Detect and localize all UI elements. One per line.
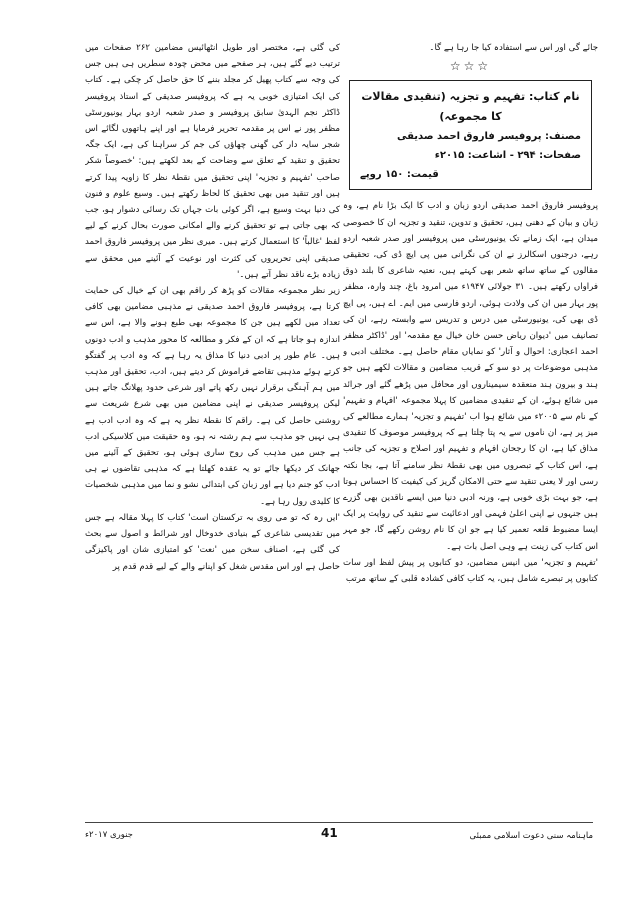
issue-date: جنوری ۲۰۱۷ء (85, 830, 133, 840)
book-info-box (349, 80, 592, 190)
book-price: قیمت: ۱۵۰ روپے (360, 169, 439, 181)
review-paragraph: پروفیسر فاروق احمد صدیقی اردو زبان و ادب کا ایک بڑا نام ہے، وہ زبان و بیان کے دھنی ہیں، تحقیق و تدوین، تنقید و تجزیہ ان کا خصوصی میدان ہے، ایک زمانے تک یونیورسٹی میں پروفیسر اور صدر شعبہ اردو رہے، درجنوں اسکالرز نے ان کی نگرانی میں پی ایچ ڈی کی، تحقیقی مقالوں کے ساتھ ساتھ شعر بھی کہتے ہیں، نعتیہ شاعری کا بلند ذوق فراواں رکھتے ہیں۔ ۳۱ جولائی ۱۹۴۷ء میں امرود باغ، چند وارہ، مظفر پور بہار میں ان کی ولادت ہوئی، اردو فارسی میں ایم۔ اے ہیں، پی ایچ ڈی بھی کی، یونیورسٹی میں درس و تدریس سے وابستہ رہے، ان کی تصانیف میں 'دیوان ریاض حسن خان خیال مع مقدمہ' اور 'ڈاکٹر مظفر احمد اعجازی: احوال و آثار' کو نمایاں مقام حاصل ہے۔ مختلف ادبی و مذہبی موضوعات پر دو سو کے قریب مضامین و مقالات لکھے ہیں جو ہند و بیرون ہند منعقدہ سیمیناروں اور محافل میں پڑھے گئے اور جرائد میں شائع ہوئے، ان کے تنقیدی مضامین کا پہلا مجموعہ 'افہام و تفہیم' کے نام سے ۲۰۰۵ء میں شائع ہوا اب 'تفہیم و تجزیہ' ہمارے مطالعے کی میز پر ہے، ان ناموں سے یہ پتا چلتا ہے کہ پروفیسر موصوف کا تنقیدی مذاق کیا ہے، ان کا رجحان افہام و تفہیم اور اصلاح و تجزیہ کی جانب ہے، اس کتاب کے تبصروں میں بھی نقطۂ نظر سامنے آتا ہے، بجا نکتہ رسی اور لا یعنی تنقید سے حتی الامکان گریز کی کیفیت کا احساس ہوتا ہے، جو بہت بڑی خوبی ہے، ورنہ ادبی دنیا میں ایسے ناقدین بھی گزرے ہیں جنہوں نے اپنی اعلیٰ فہمی اور ادعائیت سے تنقید کی روایت پر ایک ایسا مضبوط قلعہ تعمیر کیا ہے جو ان کا نام روشن رکھے گا، جو مہر اس کتاب کی زینت ہے وہی اصل بات ہے۔ (343, 201, 598, 552)
review-paragraph: 'ایں رہ کہ تو می روی بہ ترکستان است' کتاب کا پہلا مقالہ ہے جس میں تقدیسی شاعری کے بنیادی خدوخال اور شرائط و اصول سے بحث کی گئی ہے، اصناف سخن میں 'نعت' کو امتیازی شان اور پاکیزگی حاصل ہے اور اس مقدس شغل کو اپنانے والے کے لیے قدم قدم پر (85, 512, 340, 572)
book-pages-year: صفحات: ۲۹۴ - اشاعت: ۲۰۱۵ء (434, 150, 581, 162)
footer-divider (85, 822, 593, 823)
review-paragraph: 'تفہیم و تجزیہ' میں انیس مضامین، دو کتابوں پر پیش لفظ اور سات کتابوں پر تبصرے شامل ہیں، یہ کتاب کافی کشادہ قلبی کے ساتھ مرتب (343, 557, 598, 585)
page-footer (85, 826, 593, 850)
intro-line: جائے گی اور اس سے استفادہ کیا جا رہا ہے گا۔ (429, 43, 598, 53)
page-number: 41 (321, 826, 338, 840)
journal-name: ماہنامہ سنی دعوت اسلامی ممبئی (469, 831, 593, 841)
book-author: مصنف: پروفیسر فاروق احمد صدیقی (396, 131, 581, 143)
star-divider: ☆☆☆ (449, 59, 492, 74)
review-paragraph: زیر نظر مجموعہ مقالات کو پڑھ کر راقم بھی ان کے خیال کی حمایت کرتا ہے، پروفیسر فاروق احمد صدیقی نے مذہبی مضامین بھی کافی تعداد میں لکھے ہیں جن کا مجموعہ بھی طبع ہونے والا ہے، اس سے اندازہ ہو جاتا ہے کہ ان کے فکر و مطالعہ کا محور مذہب و ادب دونوں ہیں۔ عام طور پر ادبی دنیا کا مذاق یہ رہا ہے کہ وہ ادب پر گفتگو کرتے ہوئے مذہبی تقاضے فراموش کر دیتے ہیں، ادب، تحقیق اور مذہب میں ہم آہنگی برقرار نہیں رکھ پاتے اور شرعی حدود پھلانگ جاتے ہیں لیکن پروفیسر صدیقی نے اپنی مضامین میں بھی شرع شریعت سے روشنی حاصل کی ہے۔ راقم کا نقطۂ نظر یہ ہے کہ وہ ادب ادب ہے ہی نہیں جو مذہب سے ہم رشتہ نہ ہو، وہ حقیقت میں کلاسیکی ادب ہے جس میں مذہب کی روح ساری ہوئی ہو، تحقیق کے آئینے میں جھانک کر دیکھا جائے تو یہ عقدہ کھلتا ہے کہ مذہبی تقاضوں نے ہی ادب کو جنم دیا ہے اور زبان کی ابتدائی نشو و نما میں مذہبی شخصیات کا کلیدی رول رہا ہے۔ (85, 286, 340, 507)
right-column (343, 40, 598, 806)
left-column (85, 40, 340, 840)
book-title: نام کتاب: تفہیم و تجزیہ (تنقیدی مقالات کا مجموعہ) (361, 90, 580, 124)
review-paragraph: کی گئی ہے، مختصر اور طویل انٹھائیس مضامین ۲۶۲ صفحات میں ترتیب دیے گئے ہیں، ہر صفحے میں محض چودہ سطریں ہی ہیں جس کی وجہ سے کتاب پھیل کر مجلد بننے کا حق حاصل کر چکی ہے۔ کتاب کی ایک امتیازی خوبی یہ ہے کہ پروفیسر صدیقی کے استاذ پروفیسر ڈاکٹر نجم الہدیٰ سابق پروفیسر و صدر شعبہ اردو بہار یونیورسٹی مظفر پور نے اس پر مقدمہ تحریر فرمایا ہے اور اپنے ہاتھوں لگائے اس شجر سایہ دار کی گھنی چھاؤں کی جم کر سراہنا کی ہے، ایک جگہ تحقیق و تنقید کے تعلق سے وضاحت کے بعد لکھتے ہیں: 'خصوصاً شکر صاحب 'تفہیم و تجزیہ' اپنی تحقیق میں نقطۂ نظر کا زاویہ پیدا کرتے ہیں اور تنقید میں بھی تحقیق کا لحاظ رکھتے ہیں۔ وسیع علوم و فنون کی دنیا بہت وسیع ہے، اگر کوئی بات جہاں تک رسائی دشوار ہو، جب کہ بھی جاتی ہے تو تحقیق کرنے والے امکانی صورت بحال کرنے کے لیے لفظ 'غالباً' کا استعمال کرتے ہیں۔ میری نظر میں پروفیسر فاروق احمد صدیقی اپنی تحریروں کی کثرت اور نوعیت کے آئینے میں محقق سے زیادہ بڑے ناقد نظر آتے ہیں۔' (85, 43, 340, 280)
